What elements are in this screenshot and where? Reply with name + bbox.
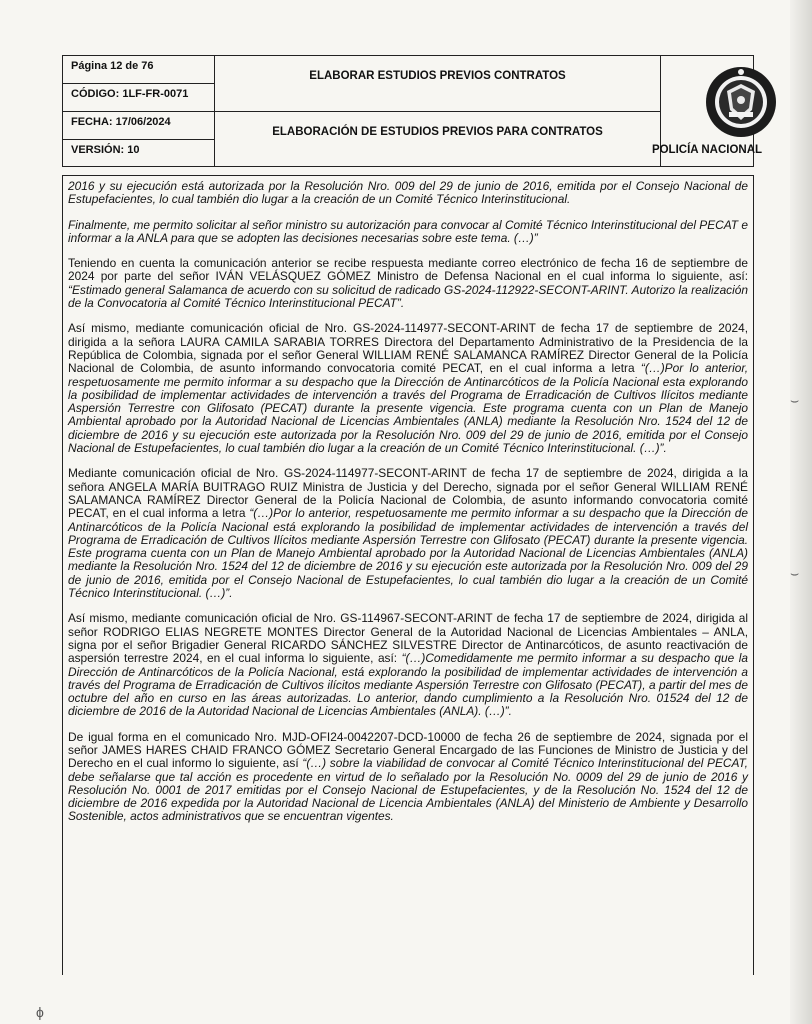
- margin-mark: ϕ: [36, 1004, 44, 1020]
- paragraph: Así mismo, mediante comunicación oficial de Nro. GS-114967-SECONT-ARINT de fecha 17 de septiembre de 2024, dirigida al señor RODRIGO ELIAS NEGRETE MONTES Director General de la Autoridad Nacional de Licencias Ambientales – ANLA, signa por el señor Brigadier General RICARDO SÁNCHEZ SILVESTRE Director de Antinarcóticos, de asunto reactivación de aspersión terrestre 2024, en el cual informa lo siguiente, así: “(…)Comedidamente me permito informar a su despacho que la Dirección de Antinarcóticos de la Policía Nacional, está explorando la posibilidad de implementar actividades de intervención a través del Programa de Erradicación de Cultivos ilícitos mediante Aspersión Terrestre con Glifosato (PECAT), a partir del mes de octubre del año en curso en las áreas autorizadas. Lo anterior, dando cumplimiento a la Resolución Nro. 01524 del 12 de diciembre de 2016 de la Autoridad Nacional de Licencias Ambientales (ANLA). (…)”.: [68, 611, 748, 719]
- paragraph: Así mismo, mediante comunicación oficial de Nro. GS-2024-114977-SECONT-ARINT de fecha 17 de septiembre de 2024, dirigida a la señora LAURA CAMILA SARABIA TORRES Directora del Departamento Administrativo de la Presidencia de la República de Colombia, signada por el señor General WILLIAM RENÉ SALAMANCA RAMÍREZ Director General de la Policía Nacional de Colombia, de asunto informando convocatoria comité PECAT, en el cual informa a letra “(…)Por lo anterior, respetuosamente me permito informar a su despacho que la Dirección de Antinarcóticos de la Policía Nacional esta explorando la posibilidad de implementar actividades de intervención a través del Programa de Erradicación de Cultivos Ilícitos mediante Aspersión Terrestre con Glifosato (PECAT) durante la presente vigencia. Este programa cuenta con un Plan de Manejo Ambiental aprobado por la Autoridad Nacional de Licencias Ambientales (ANLA) mediante la Resolución Nro. 1524 del 12 de diciembre de 2016 y su ejecución este autorizada por la Resolución Nro. 009 del 29 de junio de 2016, emitida por el Consejo Nacional de Estupefacientes, lo cual también dio lugar a la creación de un Comité Técnico Interinstitucional. (…)”.: [68, 321, 748, 456]
- document-header: [62, 55, 763, 167]
- paragraph: 2016 y su ejecución está autorizada por la Resolución Nro. 009 del 29 de junio de 2016, emitida por el Consejo Nacional de Estupefacientes, lo cual también dio lugar a la creación de un Comité Técnico Interinstitucional.: [68, 179, 748, 207]
- logo-cell: [651, 56, 763, 166]
- organization-name: POLICÍA NACIONAL: [651, 144, 763, 156]
- document-date: FECHA: 17/06/2024: [63, 112, 215, 140]
- document-title-bottom: ELABORACIÓN DE ESTUDIOS PREVIOS PARA CONTRATOS: [215, 112, 661, 166]
- page-edge-shadow: [790, 0, 812, 1024]
- document-version: VERSIÓN: 10: [63, 140, 215, 166]
- policia-nacional-seal-icon: [705, 66, 777, 138]
- document-code: CÓDIGO: 1LF-FR-0071: [63, 84, 215, 112]
- paragraph: Teniendo en cuenta la comunicación anterior se recibe respuesta mediante correo electrónico de fecha 16 de septiembre de 2024 por parte del señor IVÁN VELÁSQUEZ GÓMEZ Ministro de Defensa Nacional en el cual informa lo siguiente, así: “Estimado general Salamanca de acuerdo con su solicitud de radicado GS-2024-112922-SECONT-ARINT. Autorizo la realización de la Convocatoria al Comité Técnico Interinstitucional PECAT”.: [68, 256, 748, 311]
- page-number: Página 12 de 76: [63, 56, 215, 84]
- paragraph: Finalmente, me permito solicitar al señor ministro su autorización para convocar al Comité Técnico Interinstitucional del PECAT e informar a la ANLA para que se adopten las decisiones necesarias sobre este tema. (…)”: [68, 217, 748, 245]
- document-body: [62, 180, 754, 836]
- paragraph: Mediante comunicación oficial de Nro. GS-2024-114977-SECONT-ARINT de fecha 17 de septiembre de 2024, dirigida a la señora ANGELA MARÍA BUITRAGO RUIZ Ministra de Justicia y del Derecho, signada por el señor General WILLIAM RENÉ SALAMANCA RAMÍREZ Director General de la Policía Nacional de Colombia, de asunto informando convocatoria comité PECAT, en el cual informa a letra “(…)Por lo anterior, respetuosamente me permito informar a su despacho que la Dirección de Antinarcóticos de la Policía Nacional está explorando la posibilidad de implementar actividades de intervención a través del Programa de Erradicación de Cultivos Ilícitos mediante Aspersión Terrestre con Glifosato (PECAT) durante la presente vigencia. Este programa cuenta con un Plan de Manejo Ambiental aprobado por la Autoridad Nacional de Licencias Ambientales (ANLA) mediante la Resolución Nro. 1524 del 12 de diciembre de 2016 y su ejecución este autorizada por la Resolución Nro. 009 del 29 de junio de 2016, emitida por el Consejo Nacional de Estupefacientes, lo cual también dio lugar a la creación de un Comité Técnico Interinstitucional. (…)”.: [68, 466, 748, 601]
- paragraph: De igual forma en el comunicado Nro. MJD-OFI24-0042207-DCD-10000 de fecha 26 de septiembre de 2024, signada por el señor JAMES HARES CHAID FRANCO GÓMEZ Secretario General Encargado de las Funciones de Ministro de Justicia y del Derecho en el cual informo lo siguiente, así “(…) sobre la viabilidad de convocar al Comité Técnico Interinstitucional del PECAT, debe señalarse que tal acción es procedente en virtud de lo señalado por la Resolución No. 0009 del 29 de junio de 2016 y Resolución No. 0001 de 2017 emitidas por el Consejo Nacional de Estupefacientes, y de la Resolución No. 1524 del 12 de diciembre de 2016 expedida por la Autoridad Nacional de Licencia Ambientales (ANLA) del Ministerio de Ambiente y Desarrollo Sostenible, actos administrativos que se encuentran vigentes.: [68, 729, 748, 824]
- margin-mark: ⌣: [790, 392, 800, 408]
- document-title-top: ELABORAR ESTUDIOS PREVIOS CONTRATOS: [215, 56, 661, 112]
- margin-mark: ⌣: [790, 565, 800, 581]
